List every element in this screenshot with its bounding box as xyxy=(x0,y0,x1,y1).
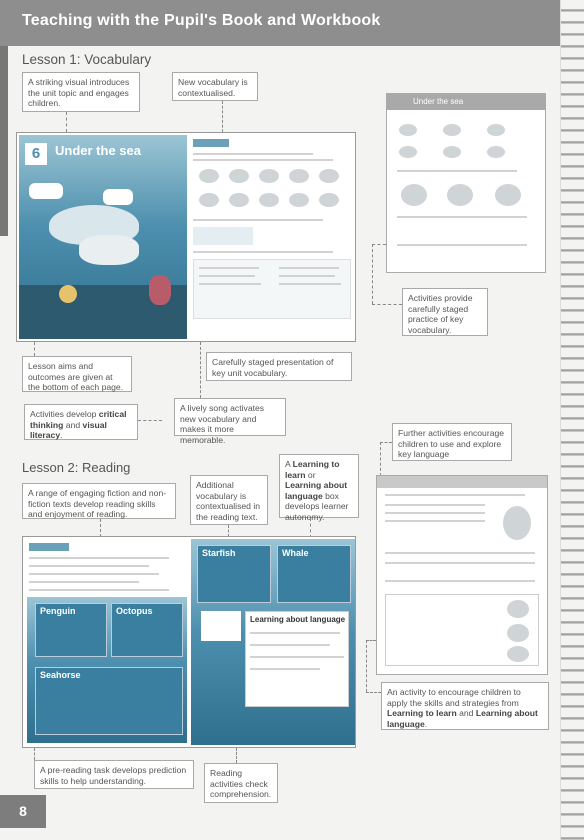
pupils-book-spread-lesson2 xyxy=(22,536,356,748)
text-line xyxy=(199,267,259,269)
text-line xyxy=(250,656,344,658)
callout-learning-box xyxy=(279,454,359,522)
bold-span: critical thinking xyxy=(30,409,127,430)
exercise-page xyxy=(189,135,355,339)
animal-icon xyxy=(229,193,249,207)
connector xyxy=(34,748,35,760)
callout-striking-visual: A striking visual introduces the unit topic and engages children. xyxy=(22,72,140,112)
underwater-illustration xyxy=(19,135,187,339)
left-edge-strip xyxy=(0,46,8,236)
connector xyxy=(372,244,386,245)
workbook-header xyxy=(377,476,547,488)
text-line xyxy=(279,267,339,269)
reading-blue-panel xyxy=(27,597,187,743)
lesson2-heading: Lesson 2: Reading xyxy=(22,460,131,475)
octopus-box xyxy=(111,603,183,657)
bold-span: Learning to learn xyxy=(285,459,340,480)
connector xyxy=(200,342,201,398)
connector xyxy=(236,748,237,763)
coral-shape xyxy=(149,275,171,305)
seahorse-box xyxy=(35,667,183,735)
text-span: A xyxy=(285,459,293,469)
text-line xyxy=(193,219,323,221)
submarine-shape xyxy=(79,235,139,265)
text-line xyxy=(250,644,330,646)
text-line xyxy=(385,562,535,564)
text-line xyxy=(385,504,485,506)
text-line xyxy=(385,520,485,522)
animal-icon xyxy=(319,193,339,207)
text-line xyxy=(397,216,527,218)
whale-box xyxy=(277,545,351,603)
callout-range-texts: A range of engaging fiction and non-fiction texts develop reading skills and enjoyment of reading. xyxy=(22,483,176,519)
vocab-card xyxy=(201,611,241,641)
speech-bubble xyxy=(103,189,133,205)
bold-span: Learning about language xyxy=(387,708,538,729)
text-span: . xyxy=(60,430,63,440)
fish-shape xyxy=(59,285,77,303)
text-line xyxy=(385,580,535,582)
lesson-tab xyxy=(29,543,69,551)
whale-title: Whale xyxy=(282,548,309,558)
text-line xyxy=(397,244,527,246)
text-line xyxy=(385,552,535,554)
connector xyxy=(372,304,402,305)
callout-activity-apply xyxy=(381,682,549,730)
text-line xyxy=(250,632,340,634)
reading-page-right xyxy=(191,539,355,745)
speech-bubble xyxy=(29,183,63,199)
text-line xyxy=(29,573,159,575)
callout-further-activities: Further activities encourage children to use and explore key language xyxy=(392,423,512,461)
animal-icon xyxy=(259,169,279,183)
connector xyxy=(372,244,373,304)
animal-icon xyxy=(443,124,461,136)
text-line xyxy=(29,557,169,559)
workbook-header xyxy=(387,94,545,110)
animal-icon xyxy=(259,193,279,207)
text-span: An activity to encourage children to apply the skills and strategies from xyxy=(387,687,521,708)
text-line xyxy=(193,251,333,253)
animal-icon xyxy=(199,169,219,183)
callout-pre-reading: A pre-reading task develops prediction skills to help understanding. xyxy=(34,760,194,789)
connector xyxy=(310,518,311,538)
callout-lesson-aims: Lesson aims and outcomes are given at the bottom of each page. xyxy=(22,356,132,392)
text-span: and xyxy=(456,708,476,718)
callout-lively-song: A lively song activates new vocabulary and makes it more memorable. xyxy=(174,398,286,436)
animal-icon xyxy=(229,169,249,183)
animal-icon xyxy=(289,193,309,207)
animal-icon xyxy=(319,169,339,183)
bold-span: visual literacy xyxy=(30,419,107,440)
reading-page-left xyxy=(25,539,189,745)
workbook-page-lesson2 xyxy=(376,475,548,675)
animal-icon xyxy=(507,646,529,662)
seahorse-title: Seahorse xyxy=(40,670,81,680)
workbook-unit-title: Under the sea xyxy=(413,97,464,106)
text-line xyxy=(29,581,139,583)
text-line xyxy=(193,159,333,161)
bold-span: Learning about language xyxy=(285,480,348,501)
connector xyxy=(100,519,101,537)
vocab-box xyxy=(193,227,253,245)
penguin-title: Penguin xyxy=(40,606,76,616)
connector xyxy=(66,112,67,132)
penguin-box xyxy=(35,603,107,657)
text-line xyxy=(385,512,485,514)
animal-icon xyxy=(507,624,529,642)
starfish-box xyxy=(197,545,271,603)
callout-reading-check: Reading activities check comprehension. xyxy=(204,763,278,803)
text-line xyxy=(279,275,335,277)
text-span: Activities develop xyxy=(30,409,99,419)
connector xyxy=(138,420,162,421)
text-line xyxy=(29,565,149,567)
text-line xyxy=(397,170,517,172)
animal-icon xyxy=(495,184,521,206)
connector xyxy=(366,640,367,692)
connector xyxy=(380,442,392,443)
animal-icon xyxy=(399,146,417,158)
connector xyxy=(34,342,35,356)
page-title: Teaching with the Pupil's Book and Workbook xyxy=(22,12,381,29)
text-span: and xyxy=(63,419,83,430)
callout-staged-presentation: Carefully staged presentation of key unit vocabulary. xyxy=(206,352,352,381)
animal-icon xyxy=(401,184,427,206)
text-line xyxy=(385,494,525,496)
animal-icon xyxy=(447,184,473,206)
learning-about-language-title: Learning about language xyxy=(250,615,346,624)
spiral-binding xyxy=(560,0,584,840)
header-bar xyxy=(0,0,560,46)
text-line xyxy=(199,283,261,285)
unit-title: Under the sea xyxy=(55,143,141,158)
text-line xyxy=(250,668,320,670)
starfish-title: Starfish xyxy=(202,548,236,558)
animal-icon xyxy=(289,169,309,183)
callout-new-vocab: New vocabulary is contextualised. xyxy=(172,72,258,101)
text-line xyxy=(193,153,313,155)
lesson-tab xyxy=(193,139,229,147)
connector xyxy=(366,640,376,641)
unit-number-badge: 6 xyxy=(25,143,47,165)
workbook-page-lesson1 xyxy=(386,93,546,273)
page-number: 8 xyxy=(0,795,46,828)
callout-additional-vocab: Additional vocabulary is contextualised in the reading text. xyxy=(190,475,268,525)
callout-critical-thinking xyxy=(24,404,138,440)
octopus-title: Octopus xyxy=(116,606,153,616)
pupils-book-spread-lesson1 xyxy=(16,132,356,342)
animal-icon xyxy=(487,146,505,158)
text-line xyxy=(199,275,255,277)
text-line xyxy=(279,283,341,285)
text-span: . xyxy=(424,718,428,729)
lesson1-heading: Lesson 1: Vocabulary xyxy=(22,52,152,67)
animal-icon xyxy=(199,193,219,207)
learning-about-language-box xyxy=(245,611,349,707)
text-span: or xyxy=(305,469,316,480)
bold-span: Learning to learn xyxy=(387,708,457,718)
animal-icon xyxy=(399,124,417,136)
connector xyxy=(366,692,381,693)
animal-icon xyxy=(487,124,505,136)
animal-icon xyxy=(443,146,461,158)
animal-icon xyxy=(507,600,529,618)
text-span: box develops learner autonomy. xyxy=(285,490,349,522)
callout-activities-practice: Activities provide carefully staged practice of key vocabulary. xyxy=(402,288,488,336)
animal-icon xyxy=(503,506,531,540)
text-line xyxy=(29,589,169,591)
